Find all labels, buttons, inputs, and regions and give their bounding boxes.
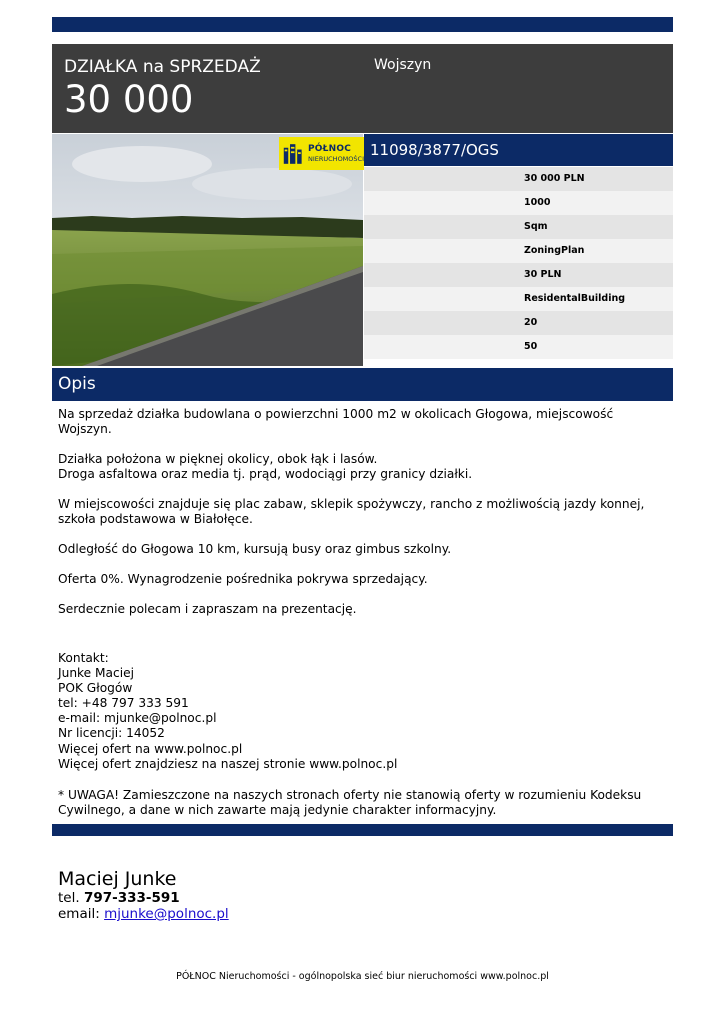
description-paragraph: W miejscowości znajduje się plac zabaw, sklepik spożywczy, rancho z możliwością jazdy konnej, szkoła podstawowa w Białołęce. xyxy=(58,497,645,526)
description-heading: Opis xyxy=(52,368,673,401)
contact-license: Nr licencji: 14052 xyxy=(58,726,165,741)
agent-email xyxy=(58,906,229,922)
param-table xyxy=(364,167,673,359)
param-row: 30 000 PLN xyxy=(364,167,673,191)
description-paragraph: Na sprzedaż działka budowlana o powierzchni 1000 m2 w okolicach Głogowa, miejscowość Wojszyn. xyxy=(58,407,614,436)
agent-card xyxy=(58,868,229,922)
description-paragraph: Serdecznie polecam i zapraszam na prezentację. xyxy=(58,602,357,616)
description-paragraph: Oferta 0%. Wynagrodzenie pośrednika pokrywa sprzedający. xyxy=(58,572,428,586)
agent-email-link[interactable]: mjunke@polnoc.pl xyxy=(104,906,229,922)
contact-more-offers: Więcej ofert na www.polnoc.pl xyxy=(58,741,243,756)
agent-name: Maciej Junke xyxy=(58,868,177,890)
contact-name: Junke Maciej xyxy=(58,666,134,681)
listing-header xyxy=(52,44,673,133)
description-line: Działka położona w pięknej okolicy, obok łąk i lasów. xyxy=(58,452,378,466)
param-row: Sqm xyxy=(364,215,673,239)
agent-phone xyxy=(58,890,229,906)
building-icon xyxy=(282,141,307,167)
param-row: ResidentalBuilding xyxy=(364,287,673,311)
contact-email: e-mail: mjunke@polnoc.pl xyxy=(58,711,217,726)
contact-block xyxy=(58,651,397,772)
description-line: Droga asfaltowa oraz media tj. prąd, wodociągi przy granicy działki. xyxy=(58,467,473,481)
agent-phone-number: 797-333-591 xyxy=(83,890,180,906)
contact-tel: tel: +48 797 333 591 xyxy=(58,696,189,711)
listing-type: DZIAŁKA na SPRZEDAŻ xyxy=(64,57,261,77)
agent-email-label: email: xyxy=(58,906,100,922)
bottom-band xyxy=(52,824,673,836)
agent-phone-label: tel. xyxy=(58,890,80,906)
param-row: 30 PLN xyxy=(364,263,673,287)
polnoc-logo xyxy=(279,137,364,170)
logo-line2: NIERUCHOMOŚCI xyxy=(307,154,364,163)
logo-line1: PÓŁNOC xyxy=(307,143,351,154)
contact-more-offers: Więcej ofert znajdziesz na naszej stronie www.polnoc.pl xyxy=(58,756,398,771)
contact-office: POK Głogów xyxy=(58,681,133,696)
param-row: 1000 xyxy=(364,191,673,215)
param-row: 50 xyxy=(364,335,673,359)
param-row: 20 xyxy=(364,311,673,335)
listing-price: 30 000 xyxy=(64,78,194,121)
contact-label: Kontakt: xyxy=(58,651,109,665)
reference-number: 11098/3877/OGS xyxy=(364,134,673,166)
top-band xyxy=(52,17,673,32)
description-paragraph: Odległość do Głogowa 10 km, kursują busy oraz gimbus szkolny. xyxy=(58,542,452,556)
disclaimer: * UWAGA! Zamieszczone na naszych stronach oferty nie stanowią oferty w rozumieniu Kodeksu Cywilnego, a dane w nich zawarte mają jedynie charakter informacyjny. xyxy=(58,788,642,817)
page-footer: PÓŁNOC Nieruchomości - ogólnopolska sieć biur nieruchomości www.polnoc.pl xyxy=(176,971,549,982)
param-row: ZoningPlan xyxy=(364,239,673,263)
listing-city: Wojszyn xyxy=(374,57,432,73)
description-body xyxy=(58,407,668,632)
description-paragraph xyxy=(58,452,668,482)
